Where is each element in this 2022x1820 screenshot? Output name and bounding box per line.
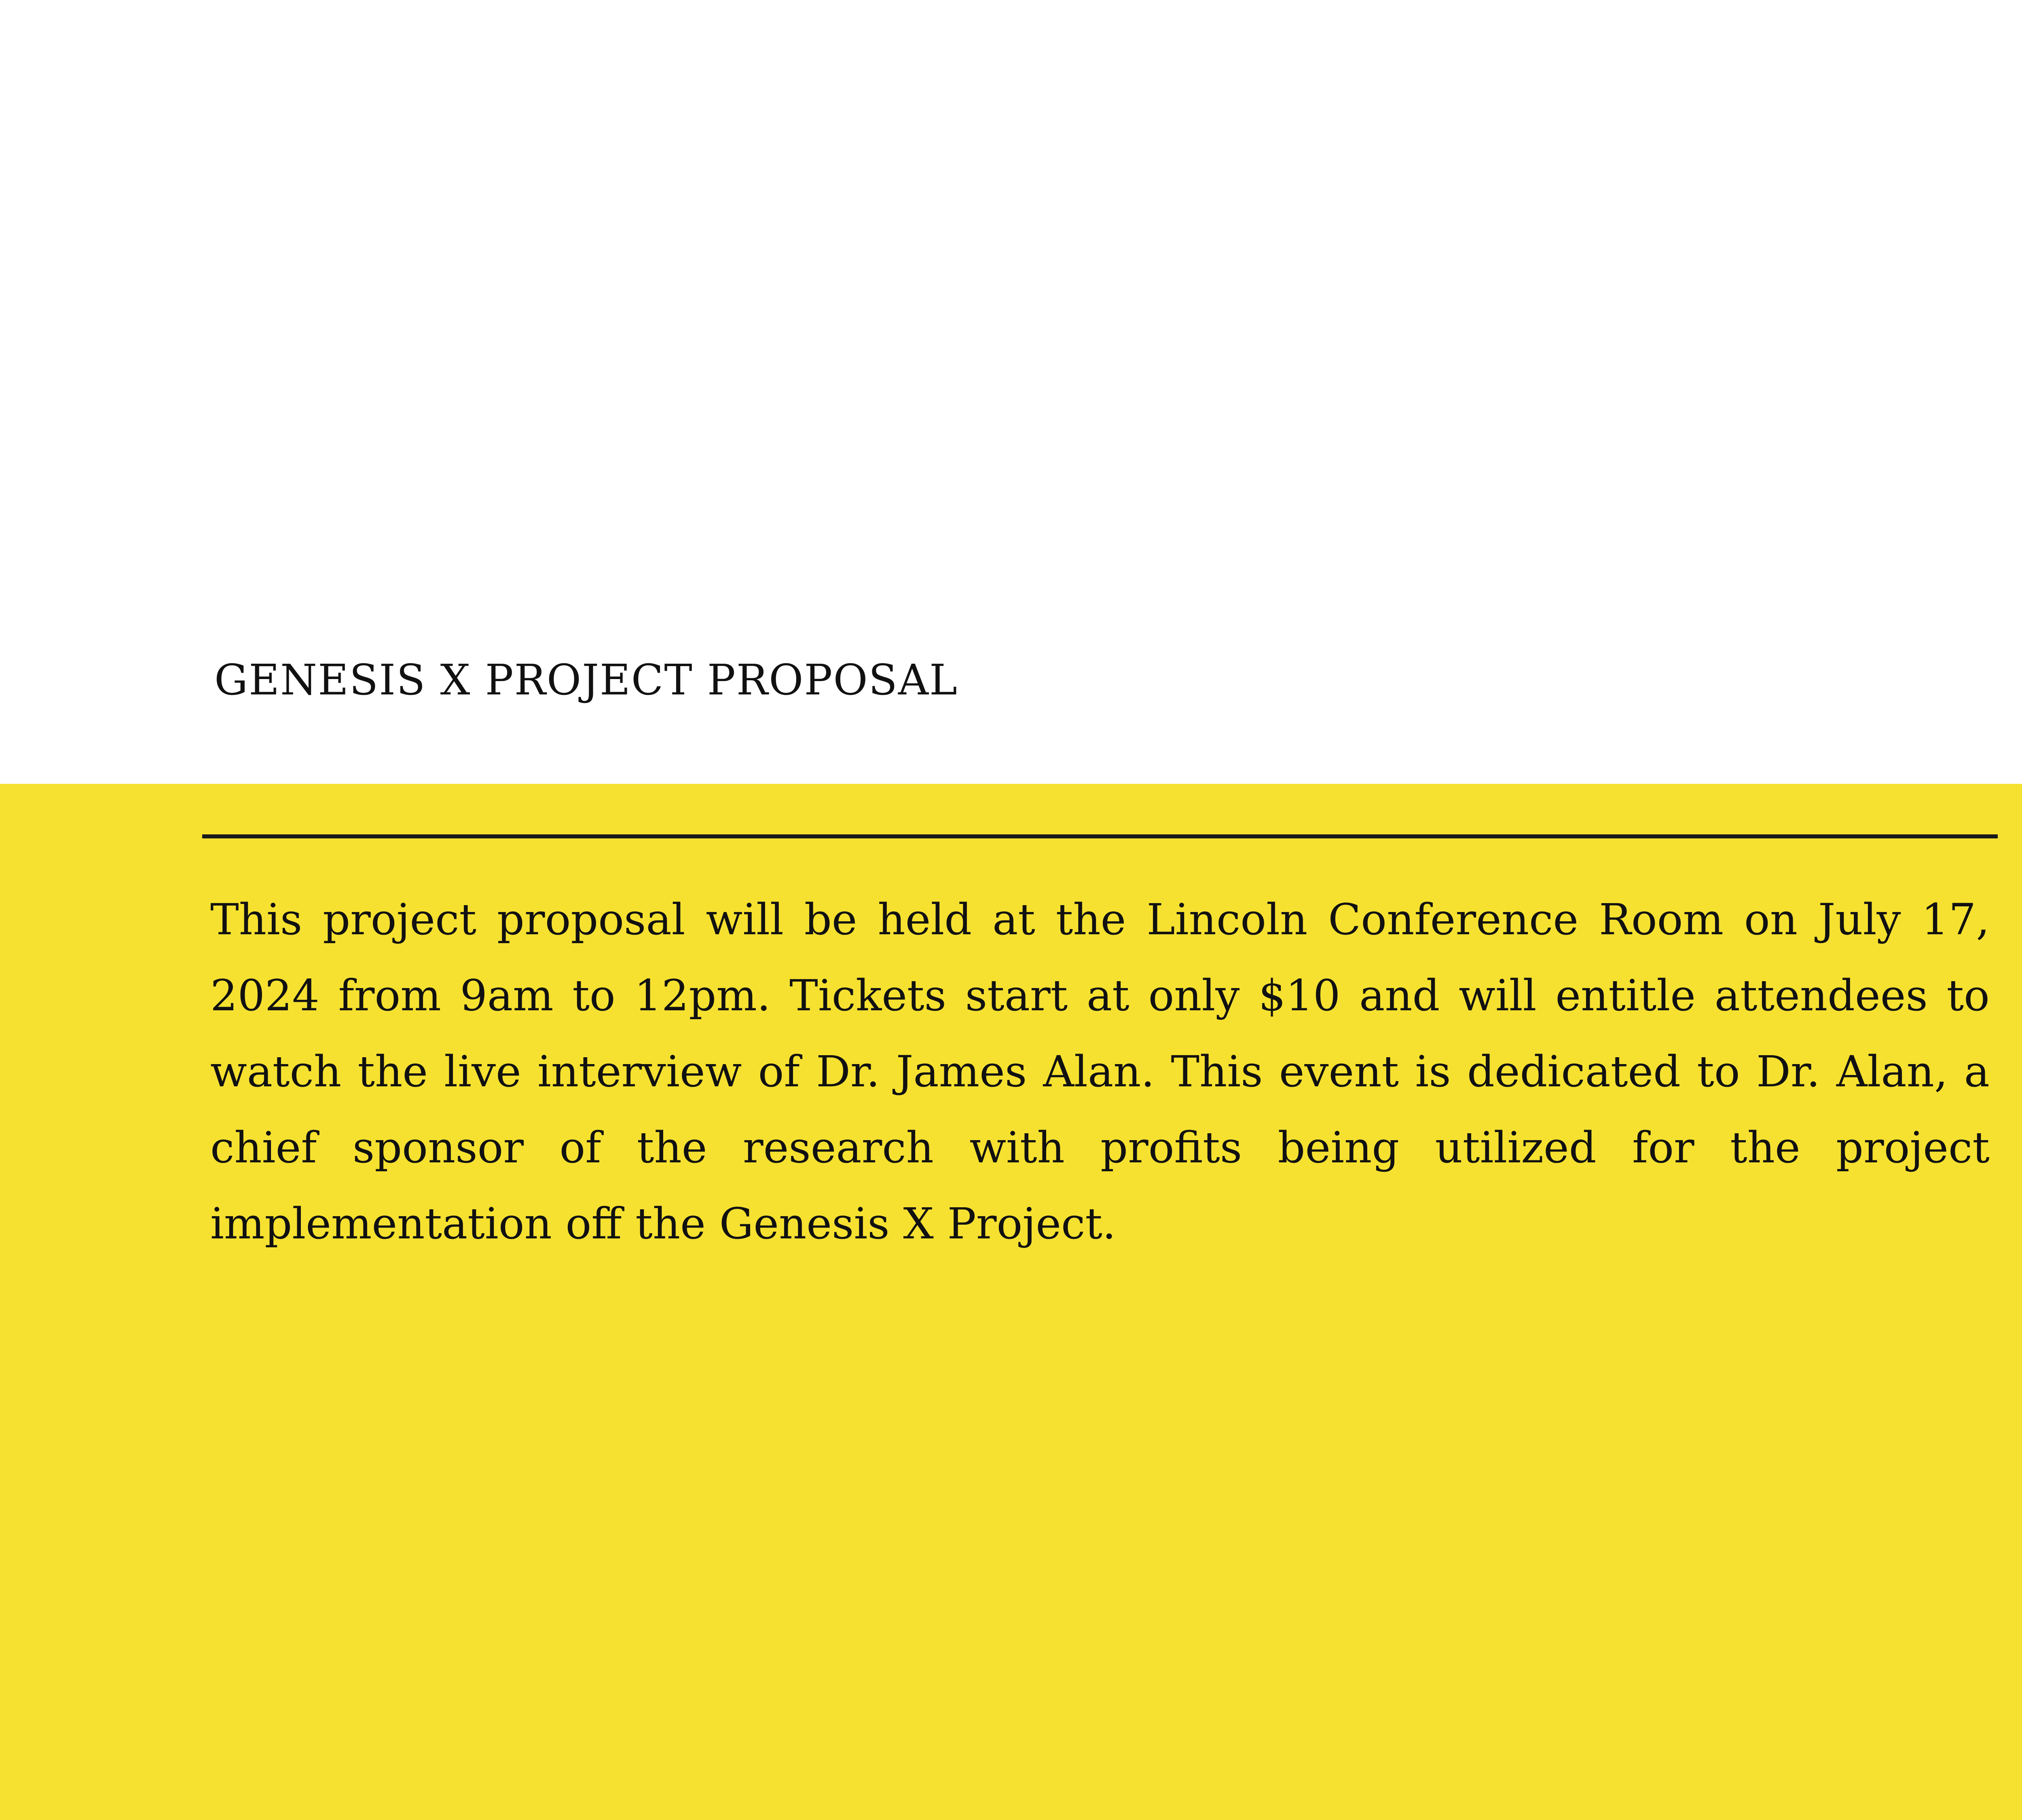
slide-body-text: This project proposal will be held at the Lincoln Conference Room on July 17, 2024 from 9am to 12pm. Tickets start at only $10 and will entitle attendees to watch the live interview of Dr. James Alan. This event is dedicated to Dr. Alan, a chief sponsor of the research with profits being utilized for the project implementation off the Genesis X Project. [210,895,1990,1249]
title-divider-line [202,834,1998,838]
slide-title: GENESIS X PROJECT PROPOSAL [214,655,958,705]
